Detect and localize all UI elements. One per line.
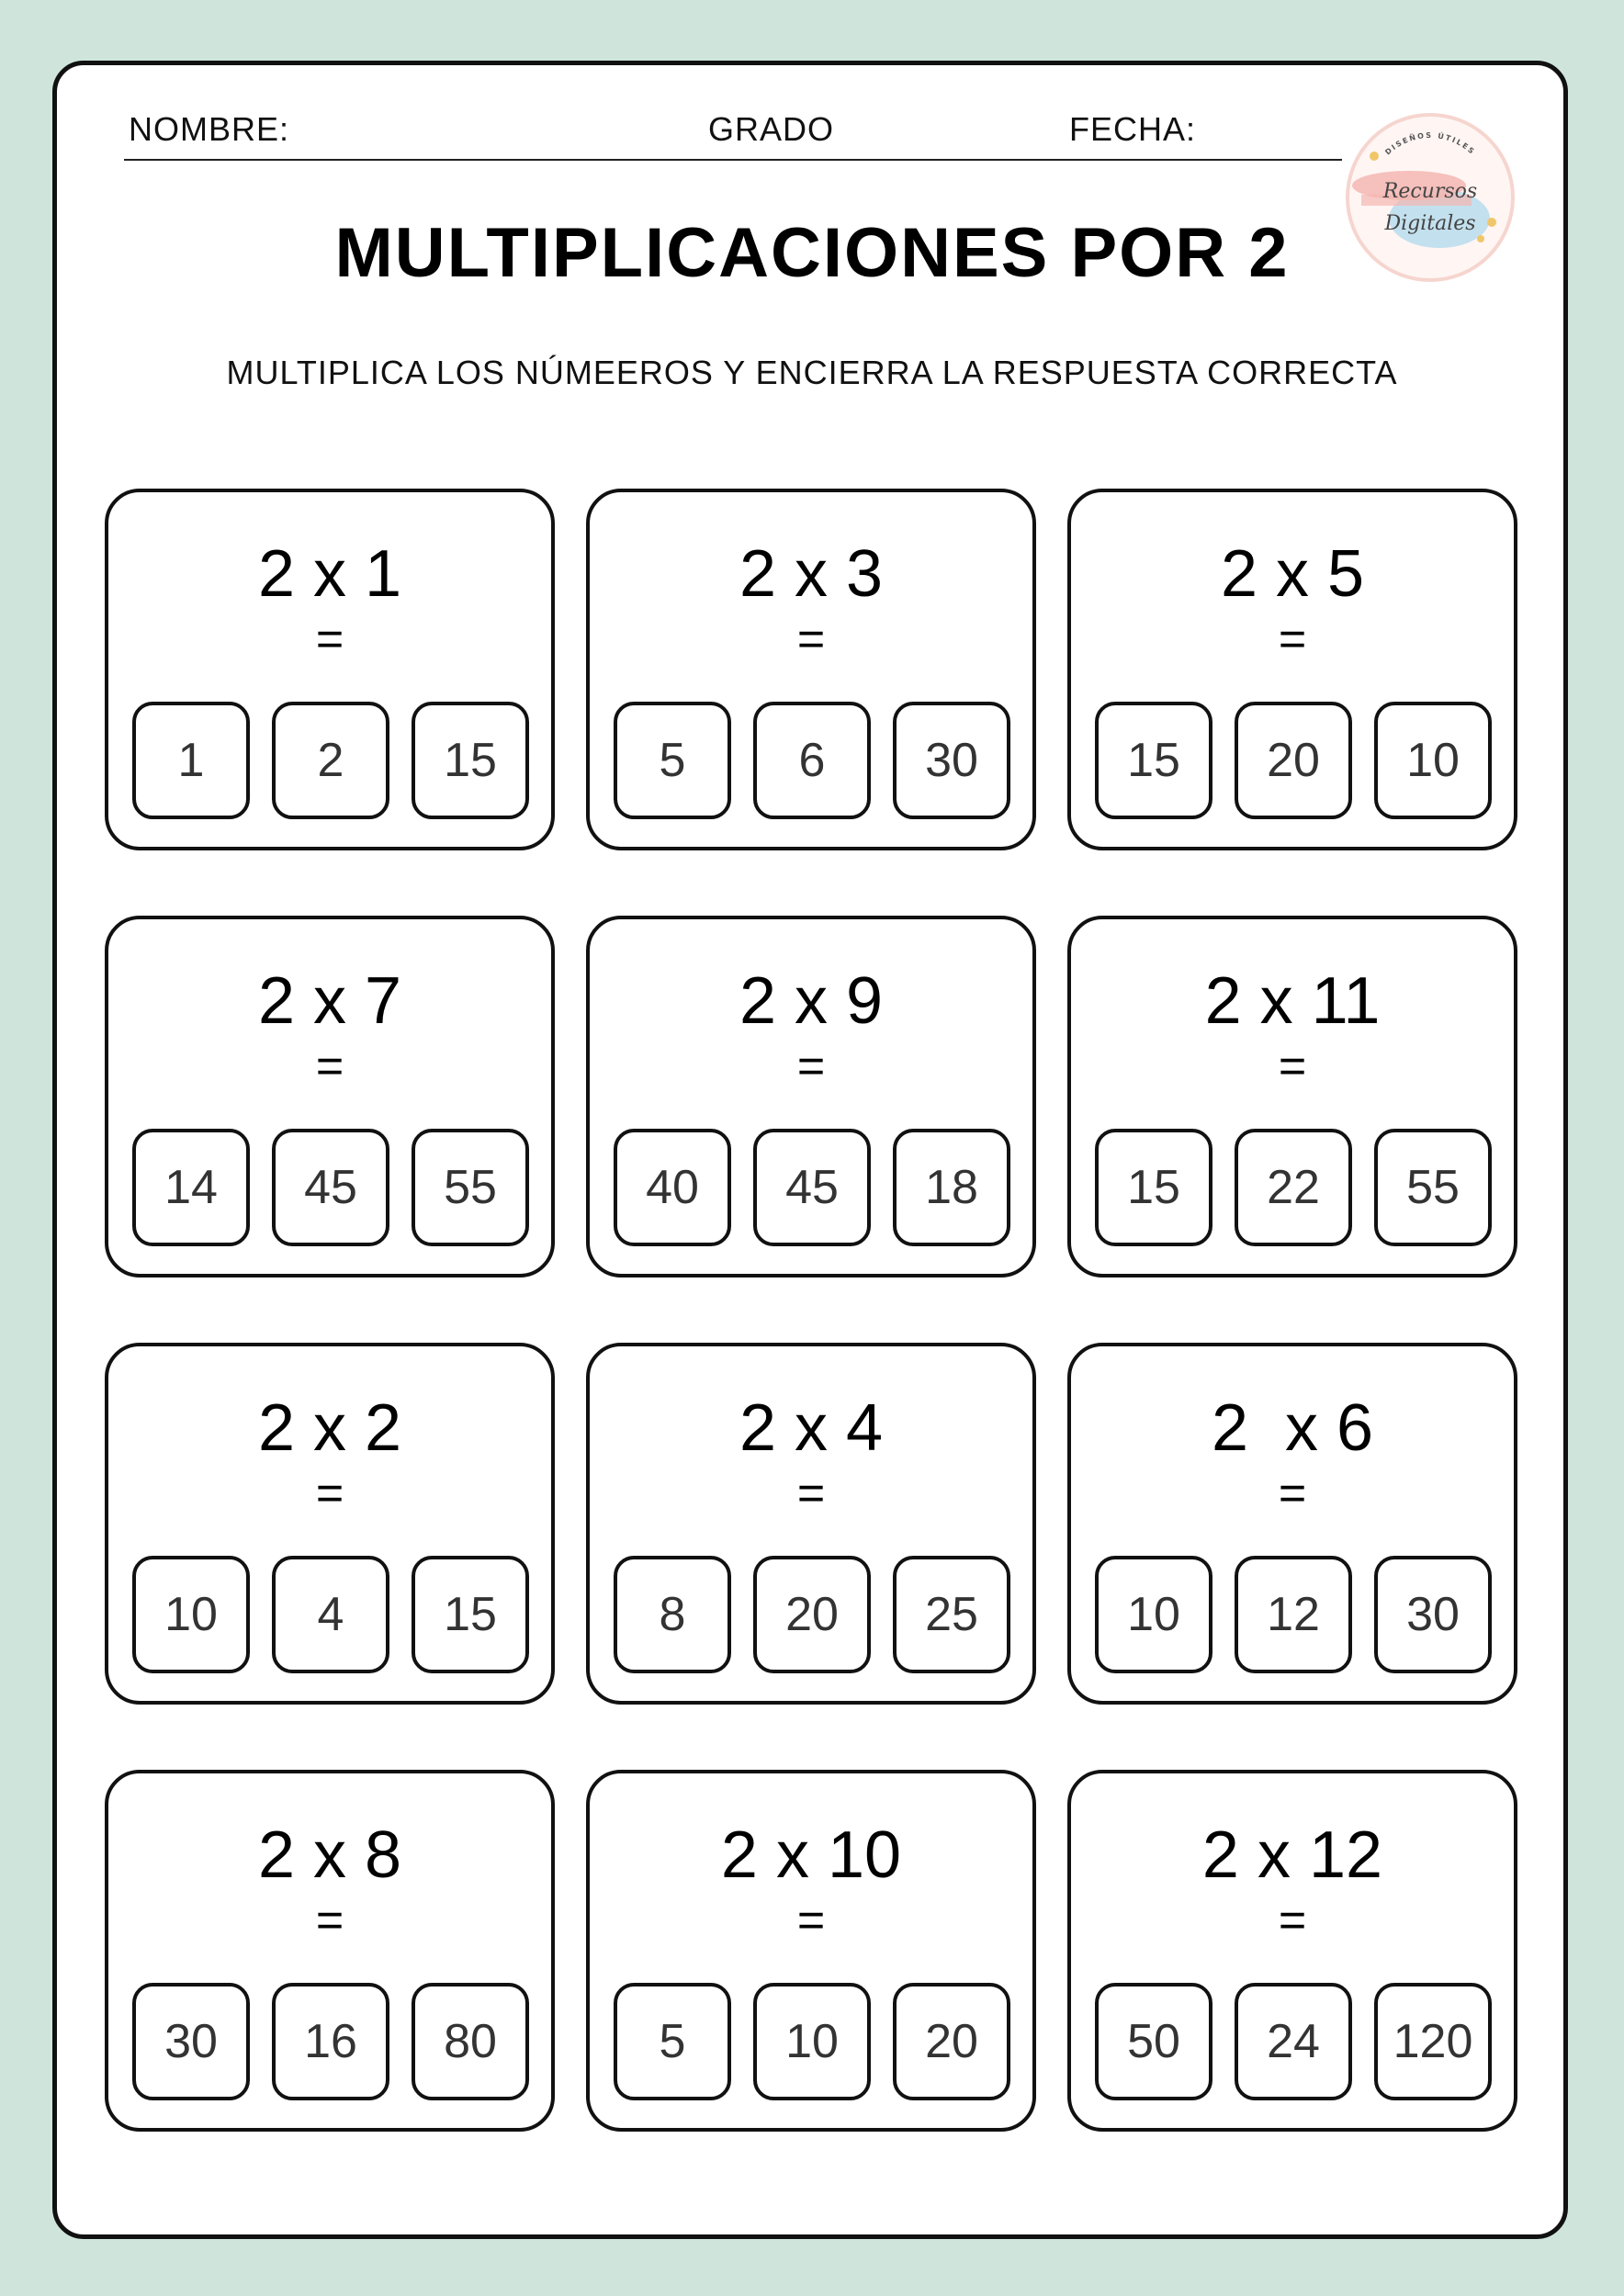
answer-options xyxy=(1095,702,1492,819)
problem-expression: 2 x 4 xyxy=(739,1391,884,1465)
answer-options xyxy=(132,1129,529,1246)
answer-option[interactable]: 30 xyxy=(132,1983,250,2100)
answer-option[interactable]: 30 xyxy=(893,702,1010,819)
answer-option[interactable]: 20 xyxy=(893,1983,1010,2100)
equals-sign: = xyxy=(1278,1894,1307,1947)
problem-expression: 2 x 12 xyxy=(1201,1818,1383,1892)
answer-option[interactable]: 45 xyxy=(753,1129,871,1246)
problems-grid xyxy=(105,489,1519,2132)
equals-sign: = xyxy=(796,613,826,666)
answer-options xyxy=(1095,1129,1492,1246)
problem-card xyxy=(586,916,1036,1277)
answer-option[interactable]: 45 xyxy=(272,1129,389,1246)
answer-option[interactable]: 6 xyxy=(753,702,871,819)
equals-sign: = xyxy=(1278,613,1307,666)
answer-option[interactable]: 50 xyxy=(1095,1983,1212,2100)
answer-options xyxy=(614,702,1010,819)
problem-card xyxy=(105,1343,555,1705)
equals-sign: = xyxy=(1278,1467,1307,1520)
answer-options xyxy=(132,702,529,819)
problem-card xyxy=(586,1343,1036,1705)
logo-arc-text: DISEÑOS ÚTILES xyxy=(1383,130,1477,157)
answer-option[interactable]: 15 xyxy=(1095,1129,1212,1246)
answer-option[interactable]: 2 xyxy=(272,702,389,819)
problem-expression: 2 x 6 xyxy=(1211,1391,1374,1465)
problem-expression: 2 x 3 xyxy=(739,537,884,611)
problem-card xyxy=(1067,489,1517,850)
answer-options xyxy=(132,1983,529,2100)
problem-expression: 2 x 10 xyxy=(720,1818,902,1892)
equals-sign: = xyxy=(796,1040,826,1093)
problem-expression: 2 x 1 xyxy=(257,537,402,611)
problem-card xyxy=(1067,1343,1517,1705)
equals-sign: = xyxy=(315,1894,344,1947)
answer-option[interactable]: 22 xyxy=(1235,1129,1352,1246)
logo-text-digitales: Digitales xyxy=(1384,212,1476,235)
problem-expression: 2 x 9 xyxy=(739,964,884,1038)
answer-option[interactable]: 120 xyxy=(1374,1983,1492,2100)
answer-option[interactable]: 16 xyxy=(272,1983,389,2100)
answer-option[interactable]: 55 xyxy=(1374,1129,1492,1246)
problem-expression: 2 x 7 xyxy=(257,964,402,1038)
answer-option[interactable]: 1 xyxy=(132,702,250,819)
worksheet-title: MULTIPLICACIONES POR 2 xyxy=(334,214,1290,292)
worksheet-instructions: MULTIPLICA LOS NÚMEEROS Y ENCIERRA LA RESPUESTA CORRECTA xyxy=(226,354,1398,391)
problem-expression: 2 x 11 xyxy=(1204,964,1381,1038)
answer-option[interactable]: 30 xyxy=(1374,1556,1492,1673)
answer-options xyxy=(132,1556,529,1673)
answer-option[interactable]: 55 xyxy=(412,1129,529,1246)
header-underline xyxy=(124,159,1342,161)
equals-sign: = xyxy=(796,1894,826,1947)
problem-expression: 2 x 2 xyxy=(257,1391,402,1465)
answer-option[interactable]: 10 xyxy=(753,1983,871,2100)
problem-card xyxy=(586,489,1036,850)
answer-options xyxy=(614,1129,1010,1246)
logo-text-recursos: Recursos xyxy=(1382,180,1478,203)
answer-option[interactable]: 4 xyxy=(272,1556,389,1673)
problem-expression: 2 x 5 xyxy=(1220,537,1365,611)
answer-option[interactable]: 15 xyxy=(412,702,529,819)
problem-card xyxy=(105,1770,555,2132)
equals-sign: = xyxy=(1278,1040,1307,1093)
equals-sign: = xyxy=(315,613,344,666)
answer-option[interactable]: 15 xyxy=(1095,702,1212,819)
answer-options xyxy=(1095,1983,1492,2100)
equals-sign: = xyxy=(315,1040,344,1093)
answer-option[interactable]: 15 xyxy=(412,1556,529,1673)
answer-option[interactable]: 10 xyxy=(132,1556,250,1673)
answer-option[interactable]: 5 xyxy=(614,702,731,819)
answer-option[interactable]: 20 xyxy=(753,1556,871,1673)
equals-sign: = xyxy=(796,1467,826,1520)
problem-expression: 2 x 8 xyxy=(257,1818,402,1892)
answer-option[interactable]: 12 xyxy=(1235,1556,1352,1673)
answer-option[interactable]: 18 xyxy=(893,1129,1010,1246)
grado-label: GRADO xyxy=(708,110,835,148)
answer-option[interactable]: 24 xyxy=(1235,1983,1352,2100)
fecha-label: FECHA: xyxy=(1069,110,1197,148)
problem-card xyxy=(1067,1770,1517,2132)
answer-option[interactable]: 8 xyxy=(614,1556,731,1673)
answer-option[interactable]: 5 xyxy=(614,1983,731,2100)
answer-options xyxy=(614,1556,1010,1673)
problem-card xyxy=(586,1770,1036,2132)
answer-option[interactable]: 10 xyxy=(1374,702,1492,819)
answer-option[interactable]: 14 xyxy=(132,1129,250,1246)
equals-sign: = xyxy=(315,1467,344,1520)
problem-card xyxy=(1067,916,1517,1277)
answer-option[interactable]: 25 xyxy=(893,1556,1010,1673)
answer-options xyxy=(614,1983,1010,2100)
answer-option[interactable]: 10 xyxy=(1095,1556,1212,1673)
answer-option[interactable]: 80 xyxy=(412,1983,529,2100)
problem-card xyxy=(105,489,555,850)
problem-card xyxy=(105,916,555,1277)
nombre-label: NOMBRE: xyxy=(129,110,290,148)
answer-option[interactable]: 40 xyxy=(614,1129,731,1246)
answer-option[interactable]: 20 xyxy=(1235,702,1352,819)
answer-options xyxy=(1095,1556,1492,1673)
